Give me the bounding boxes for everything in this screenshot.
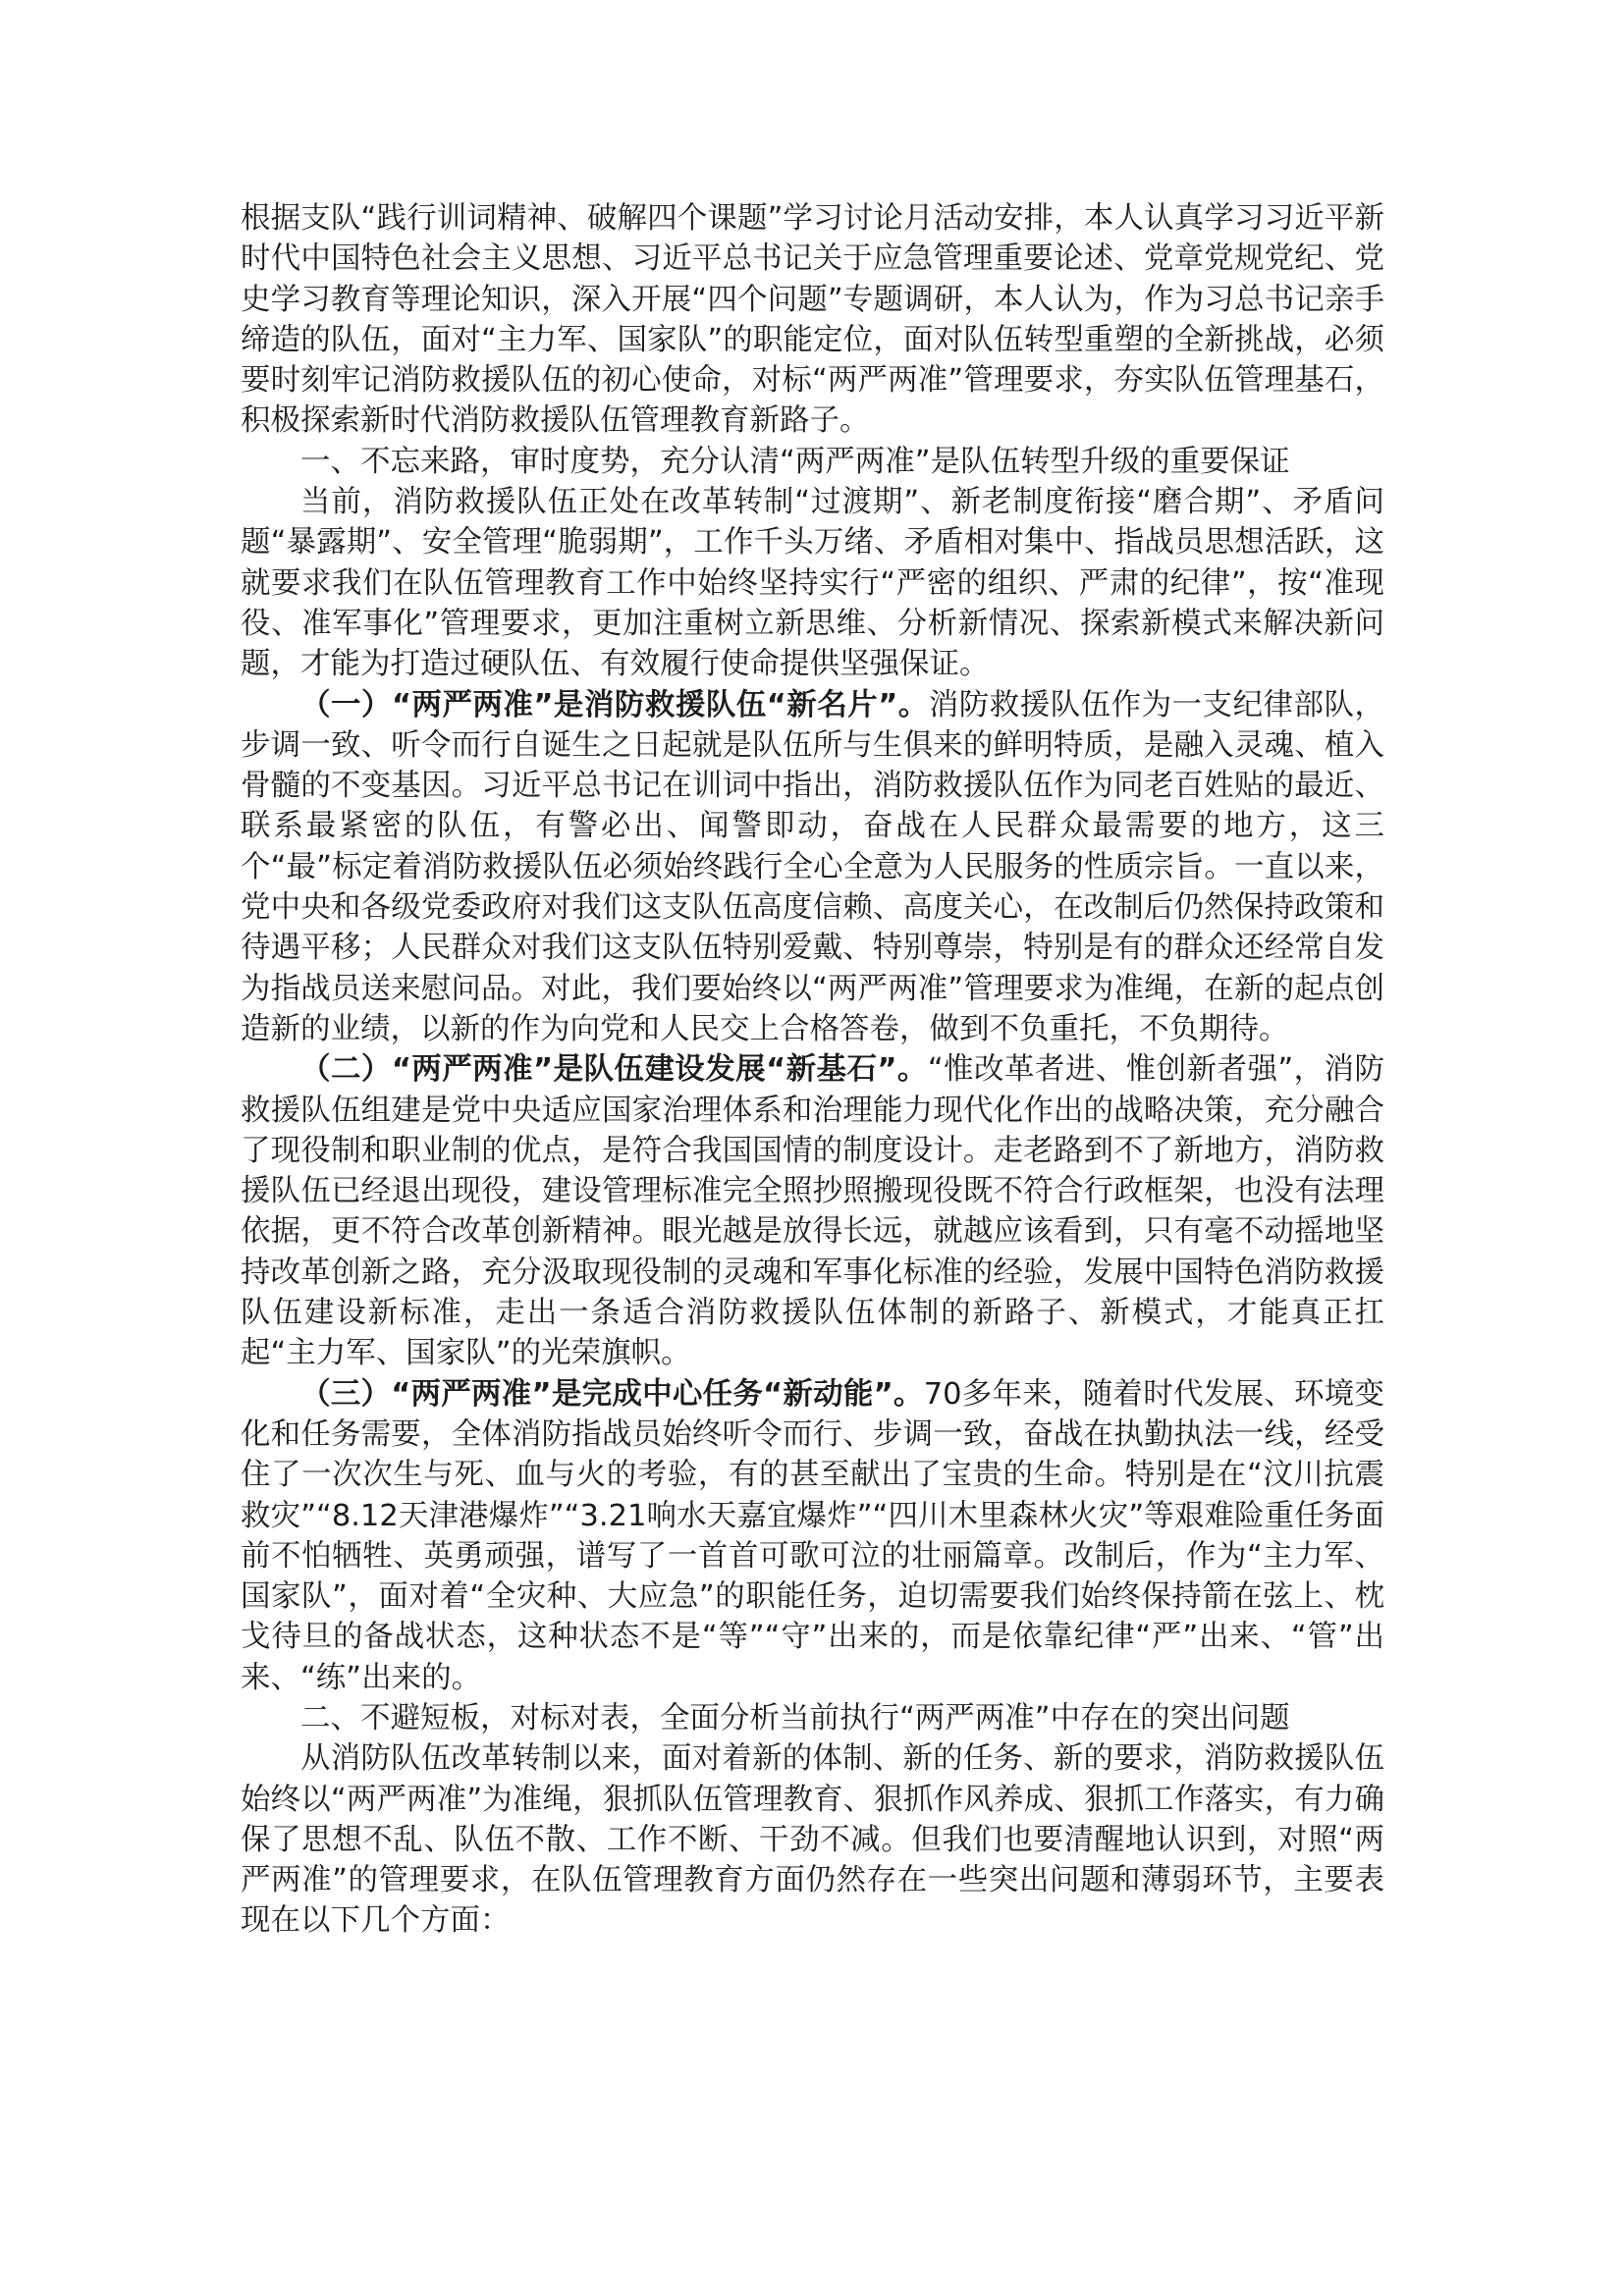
section-1-heading: 一、不忘来路，审时度势，充分认清“两严两准”是队伍转型升级的重要保证 (300, 444, 1290, 479)
item-1-paragraph (241, 685, 1384, 1050)
item-2-paragraph (241, 1049, 1384, 1373)
item-3-body: 70多年来，随着时代发展、环境变化和任务需要，全体消防指战员始终听令而行、步调一致，奋战在执勤执法一线，经受住了一次次生与死、血与火的考验，有的甚至献出了宝贵的生命。特别是在“汶川抗震救灾”“8.12天津港爆炸”“3.21响水天嘉宜爆炸”“四川木里森林火灾”等艰难险重任务面前不怕牺牲、英勇顽强，谱写了一首首可歌可泣的壮丽篇章。改制后，作为“主力军、国家队”，面对着“全灾种、大应急”的职能任务，迫切需要我们始终保持箭在弦上、枕戈待旦的备战状态，这种状态不是“等”“守”出来的，而是依靠纪律“严”出来、“管”出来、“练”出来的。 (241, 1376, 1384, 1695)
item-3-paragraph (241, 1374, 1384, 1698)
item-1-body: 消防救援队伍作为一支纪律部队，步调一致、听令而行自诞生之日起就是队伍所与生俱来的鲜明特质，是融入灵魂、植入骨髓的不变基因。习近平总书记在训词中指出，消防救援队伍作为同老百姓贴的最近、联系最紧密的队伍，有警必出、闻警即动，奋战在人民群众最需要的地方，这三个“最”标定着消防救援队伍必须始终践行全心全意为人民服务的性质宗旨。一直以来，党中央和各级党委政府对我们这支队伍高度信赖、高度关心，在改制后仍然保持政策和待遇平移；人民群众对我们这支队伍特别爱戴、特别尊崇，特别是有的群众还经常自发为指战员送来慰问品。对此，我们要始终以“两严两准”管理要求为准绳，在新的起点创造新的业绩，以新的作为向党和人民交上合格答卷，做到不负重托，不负期待。 (241, 687, 1384, 1046)
section-2-body: 从消防队伍改革转制以来，面对着新的体制、新的任务、新的要求，消防救援队伍始终以“两严两准”为准绳，狠抓队伍管理教育、狠抓作风养成、狠抓工作落实，有力确保了思想不乱、队伍不散、工作不断、干劲不减。但我们也要清醒地认识到，对照“两严两准”的管理要求，在队伍管理教育方面仍然存在一些突出问题和薄弱环节，主要表现在以下几个方面： (241, 1741, 1384, 1939)
intro-paragraph: 根据支队“践行训词精神、破解四个课题”学习讨论月活动安排，本人认真学习习近平新时代中国特色社会主义思想、习近平总书记关于应急管理重要论述、党章党规党纪、党史学习教育等理论知识，深入开展“四个问题”专题调研，本人认为，作为习总书记亲手缔造的队伍，面对“主力军、国家队”的职能定位，面对队伍转型重塑的全新挑战，必须要时刻牢记消防救援队伍的初心使命，对标“两严两准”管理要求，夯实队伍管理基石，积极探索新时代消防救援队伍管理教育新路子。 (241, 201, 1384, 439)
item-1-lead: （一）“两严两准”是消防救援队伍“新名片”。 (300, 687, 929, 722)
item-3-lead: （三）“两严两准”是完成中心任务“新动能”。 (300, 1376, 924, 1412)
item-2-body: “惟改革者进、惟创新者强”，消防救援队伍组建是党中央适应国家治理体系和治理能力现代化作出的战略决策，充分融合了现役制和职业制的优点，是符合我国国情的制度设计。走老路到不了新地方，消防救援队伍已经退出现役，建设管理标准完全照抄照搬现役既不符合行政框架，也没有法理依据，更不符合改革创新精神。眼光越是放得长远，就越应该看到，只有毫不动摇地坚持改革创新之路，充分汲取现役制的灵魂和军事化标准的经验，发展中国特色消防救援队伍建设新标准，走出一条适合消防救援队伍体制的新路子、新模式，才能真正扛起“主力军、国家队”的光荣旗帜。 (241, 1052, 1384, 1371)
section-1-body: 当前，消防救援队伍正处在改革转制“过渡期”、新老制度衔接“磨合期”、矛盾问题“暴露期”、安全管理“脆弱期”，工作千头万绪、矛盾相对集中、指战员思想活跃，这就要求我们在队伍管理教育工作中始终坚持实行“严密的组织、严肃的纪律”，按“准现役、准军事化”管理要求，更加注重树立新思维、分析新情况、探索新模式来解决新问题，才能为打造过硬队伍、有效履行使命提供坚强保证。 (241, 485, 1384, 682)
item-2-lead: （二）“两严两准”是队伍建设发展“新基石”。 (300, 1052, 928, 1088)
section-2-heading: 二、不避短板，对标对表，全面分析当前执行“两严两准”中存在的突出问题 (300, 1700, 1290, 1735)
document-body (241, 198, 1384, 1942)
